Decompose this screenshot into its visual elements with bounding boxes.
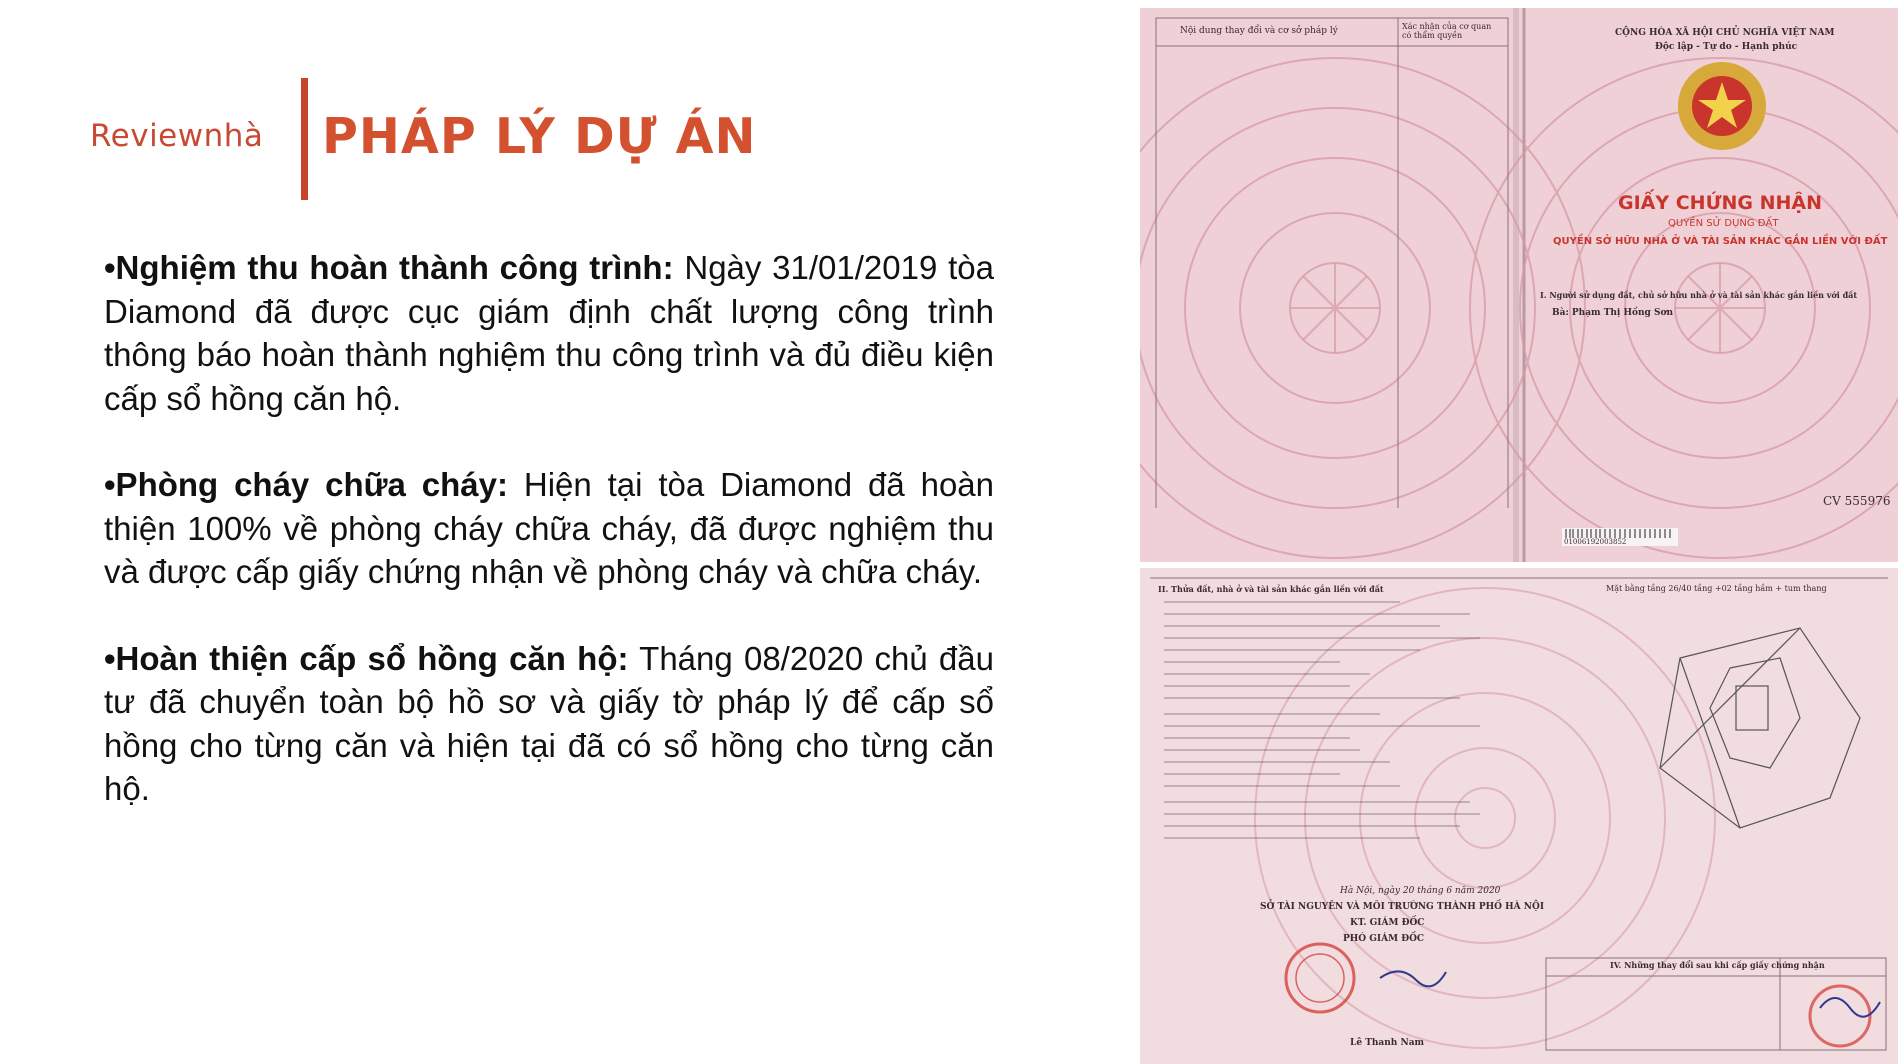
section-pink-book [104,637,994,811]
drum-pattern-background [1140,8,1898,562]
signer-name: Lê Thanh Nam [1350,1038,1425,1048]
left-column-header: Nội dung thay đổi và cơ sở pháp lý [1180,26,1338,36]
section-completion [104,246,994,420]
certificate-cover-photo [1140,8,1898,562]
section-2-heading: II. Thửa đất, nhà ở và tài sản khác gắn liền với đất [1158,584,1384,594]
owner-name: Bà: Phạm Thị Hồng Sơn [1552,308,1674,318]
serial-number: CV 555976 [1823,494,1891,508]
title-divider [301,78,308,200]
inner-page-background [1140,568,1898,1064]
section-body: Tháng 08/2020 chủ đầu tư đã chuyển toàn bộ hồ sơ và giấy tờ pháp lý để cấp sổ hồng cho từng căn và hiện tại đã có sổ hồng cho từng căn hộ. [104,639,994,807]
section-heading: •Nghiệm thu hoàn thành công trình: [104,249,674,286]
page-title: PHÁP LÝ DỰ ÁN [322,108,757,165]
issuing-authority: SỞ TÀI NGUYÊN VÀ MÔI TRƯỜNG THÀNH PHỐ HÀ NỘI [1260,902,1545,912]
section-1-heading: I. Người sử dụng đất, chủ sở hữu nhà ở và tài sản khác gắn liền với đất [1540,290,1858,300]
legal-content [104,246,994,854]
deputy-director: PHÓ GIÁM ĐỐC [1343,934,1425,944]
section-4-heading: IV. Những thay đổi sau khi cấp giấy chứng nhận [1610,960,1825,970]
issue-date: Hà Nội, ngày 20 tháng 6 năm 2020 [1340,886,1501,896]
floor-plan-caption: Mặt bằng tầng 26/40 tầng +02 tầng hầm + tum thang [1606,584,1827,593]
section-body: Ngày 31/01/2019 tòa Diamond đã được cục giám định chất lượng công trình thông báo hoàn thành nghiệm thu công trình và đủ điều kiện cấp sổ hồng căn hộ. [104,249,994,417]
section-heading: •Phòng cháy chữa cháy: [104,466,508,503]
certificate-title: GIẤY CHỨNG NHẬN [1618,192,1822,214]
certificate-subtitle-2: QUYỀN SỞ HỮU NHÀ Ở VÀ TÀI SẢN KHÁC GẮN LIỀN VỚI ĐẤT [1553,236,1888,247]
certificate-photos [1140,0,1898,1064]
certificate-inner-photo [1140,568,1898,1064]
section-heading: •Hoàn thiện cấp sổ hồng căn hộ: [104,639,629,677]
section-fire-safety [104,463,994,594]
brand-logo: Reviewnhà [90,118,264,154]
certificate-subtitle-1: QUYỀN SỬ DỤNG ĐẤT [1668,218,1779,229]
national-motto: Độc lập - Tự do - Hạnh phúc [1655,42,1798,52]
right-column-header: Xác nhận của cơ quan có thẩm quyền [1402,22,1492,40]
kt-director: KT. GIÁM ĐỐC [1350,918,1425,928]
country-name: CỘNG HÒA XÃ HỘI CHỦ NGHĨA VIỆT NAM [1615,28,1835,38]
barcode-number: 01006192003852 [1564,538,1627,546]
section-body: Hiện tại tòa Diamond đã hoàn thiện 100% về phòng cháy chữa cháy, đã được nghiệm thu và được cấp giấy chứng nhận về phòng cháy và chữa cháy. [104,466,995,590]
